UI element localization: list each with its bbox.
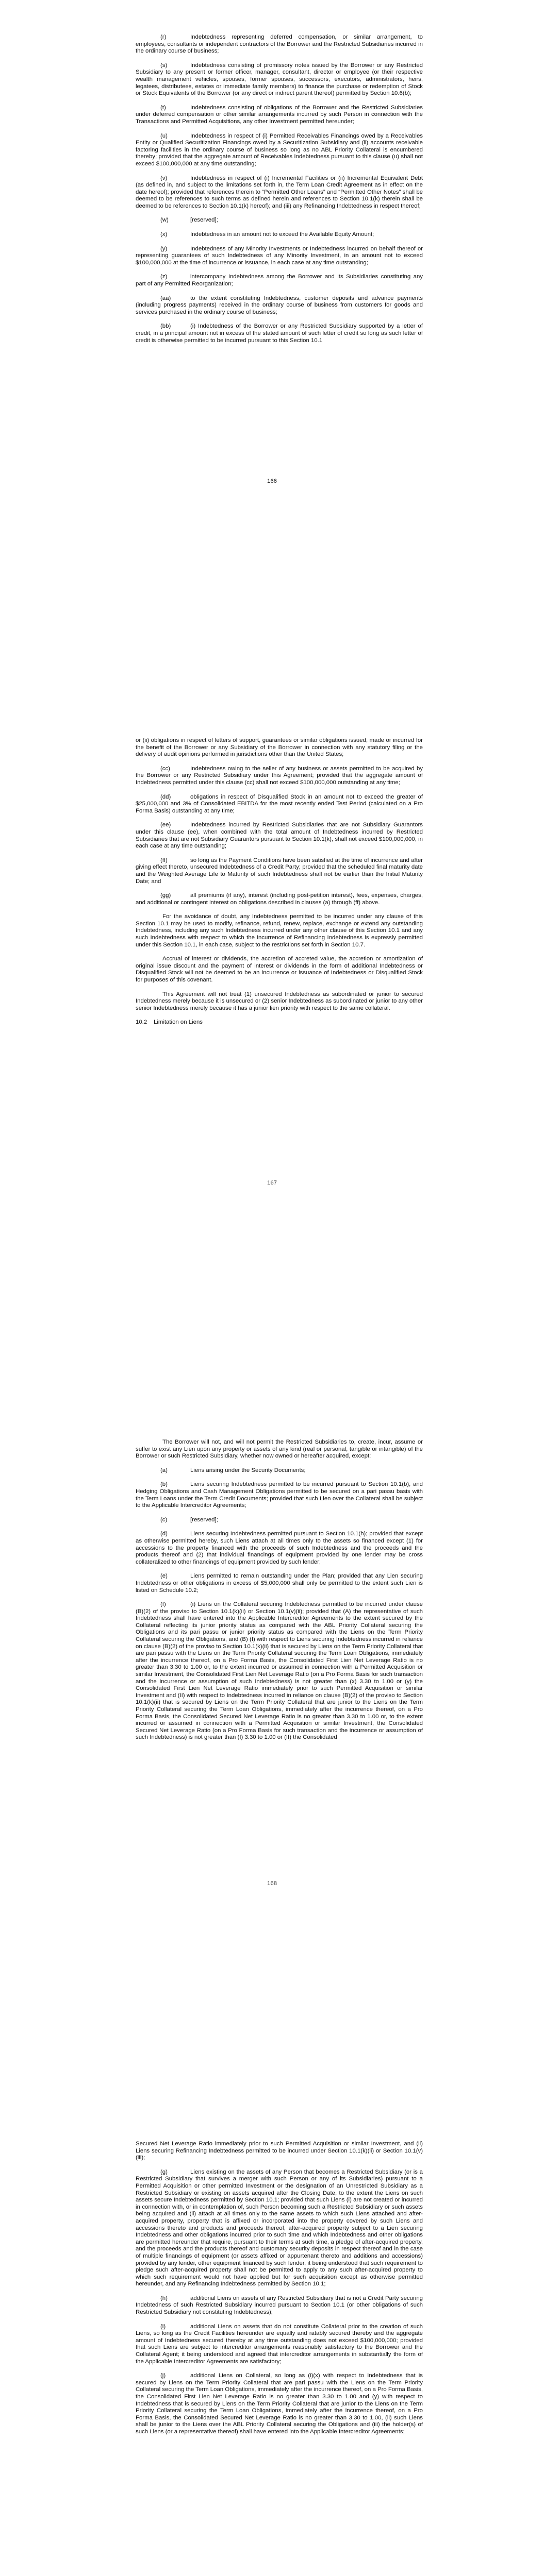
paragraph: The Borrower will not, and will not permit the Restricted Subsidiaries to, create, incur, assume or suffer to exist any Lien upon any property or assets of any kind (real or personal, tangible or intangible) of the Borrower or such Restricted Subsidiary, whether now owned or hereafter acquired, except: bbox=[136, 1439, 423, 1460]
clause-h: (h) additional Liens on assets of any Restricted Subsidiary that is not a Credit Party securing Indebtedness of such Restricted Subsidiary incurred pursuant to Section 10.1 (or other obligations of such Restricted Subsidiary not constituting Indebtedness); bbox=[136, 2295, 423, 2316]
page-body bbox=[136, 2141, 423, 2443]
clause-r: (r) Indebtedness representing deferred compensation, or similar arrangement, to employees, consultants or independent contractors of the Borrower and the Restricted Subsidiaries incurred in the ordinary course of business; bbox=[136, 34, 423, 55]
clause-c: (c) [reserved]; bbox=[160, 1516, 218, 1523]
page-number: 168 bbox=[267, 1880, 277, 1887]
clause-i: (i) additional Liens on assets that do not constitute Collateral prior to the creation of such Liens, so long as the Credit Facilities hereunder are equally and ratably secured thereby and the aggregate amount of Indebtedness secured thereby at any time outstanding does not exceed $100,000,000; provided that such Liens are subject to intercreditor arrangements reasonably satisfactory to the Borrower and the Collateral Agent; it being understood and agreed that intercreditor arrangements in substantially the form of the Applicable Intercreditor Agreements are satisfactory; bbox=[136, 2323, 423, 2365]
continued-paragraph: Secured Net Leverage Ratio immediately prior to such Permitted Acquisition or similar Investment, and (ii) Liens securing Refinancing Indebtedness permitted to be incurred under Section 10.1(k)(ii) or Section 10.1(v)(iii); bbox=[136, 2141, 423, 2161]
clause-e: (e) Liens permitted to remain outstanding under the Plan; provided that any Lien securing Indebtedness or other obligations in excess of $5,000,000 shall only be permitted to the extent such Lien is listed on Schedule 10.2; bbox=[136, 1573, 423, 1594]
page-169 bbox=[0, 2110, 544, 2576]
clause-cc: (cc) Indebtedness owing to the seller of any business or assets permitted to be acquired by the Borrower or any Restricted Subsidiary under this Agreement; provided that the aggregate amount of Indebtedness permitted under this clause (cc) shall not exceed $100,000,000 outstanding at any time; bbox=[136, 765, 423, 786]
page-body bbox=[136, 34, 423, 351]
page-166 bbox=[0, 0, 544, 703]
clause-d: (d) Liens securing Indebtedness permitted pursuant to Section 10.1(h); provided that except as otherwise permitted hereby, such Liens attach at all times only to the assets so financed except (1) for accessions to the property financed with the proceeds of such Indebtedness and the proceeds and the products thereof and (2) that individual financings of equipment provided by one lender may be cross collateralized to other financings of equipment provided by such lender; bbox=[136, 1531, 423, 1565]
clause-w: (w) [reserved]; bbox=[160, 217, 218, 224]
paragraph: For the avoidance of doubt, any Indebtedness permitted to be incurred under any clause of this Section 10.1 may be used to modify, refinance, refund, renew, replace, exchange or extend any outstanding Indebtedness, including any such Indebtedness incurred under any other clause of this Section 10.1 and any such Indebtedness with respect to which the incurrence of Refinancing Indebtedness is expressly permitted under this Section 10.1, in each case, subject to the restrictions set forth in Section 10.7. bbox=[136, 913, 423, 948]
clause-dd: (dd) obligations in respect of Disqualified Stock in an amount not to exceed the greater of $25,000,000 and 3% of Consolidated EBITDA for the most recently ended Test Period (calculated on a Pro Forma Basis) outstanding at any time; bbox=[136, 793, 423, 814]
clause-v: (v) Indebtedness in respect of (i) Incremental Facilities or (ii) Incremental Equivalent Debt (as defined in, and subject to the limitations set forth in, the Term Loan Credit Agreement as in effect on the date hereof); provided that references therein to “Permitted Other Loans” and “Permitted Other Notes” shall be deemed to be references to such terms as defined herein and references to Section 10.1(k) therein shall be deemed to be references to Section 10.1(k) hereof); and (iii) any Refinancing Indebtedness in respect thereof; bbox=[136, 175, 423, 209]
clause-y: (y) Indebtedness of any Minority Investments or Indebtedness incurred on behalf thereof or representing guarantees of such Indebtedness of any Minority Investment, in an amount not to exceed $100,000,000 at the time of incurrence or issuance, in each case at any time outstanding; bbox=[136, 245, 423, 266]
clause-t: (t) Indebtedness consisting of obligations of the Borrower and the Restricted Subsidiaries under deferred compensation or other similar arrangements incurred by such Person in connection with the Transactions and Permitted Acquisitions, any other Investment permitted hereunder; bbox=[136, 104, 423, 125]
page-168 bbox=[0, 1406, 544, 2110]
clause-j: (j) additional Liens on Collateral, so long as (i)(x) with respect to Indebtedness that is secured by Liens on the Term Priority Collateral that are pari passu with the Liens on the Term Priority Collateral securing the Term Loan Obligations, immediately after the incurrence thereof, on a Pro Forma Basis, the Consolidated First Lien Net Leverage Ratio is no greater than 3.30 to 1.00 and (y) with respect to Indebtedness that is secured by Liens on the Term Priority Collateral that are junior to the Liens on the Term Priority Collateral securing the Term Loan Obligations, immediately after the incurrence thereof, on a Pro Forma Basis, the Consolidated Secured Net Leverage Ratio is no greater than 3.30 to 1.00, (ii) such Liens shall be junior to the Liens over the ABL Priority Collateral securing the Obligations and (iii) the holder(s) of such Liens (or a representative thereof) shall have entered into the Applicable Intercreditor Agreements; bbox=[136, 2372, 423, 2435]
clause-b: (b) Liens securing Indebtedness permitted to be incurred pursuant to Section 10.1(b), and Hedging Obligations and Cash Management Obligations permitted to be secured on a pari passu basis with the Term Loans under the Term Credit Documents; provided that such Lien over the Collateral shall be subject to the Applicable Intercreditor Agreements; bbox=[136, 1481, 423, 1509]
page-body bbox=[136, 737, 423, 1033]
page-167 bbox=[0, 703, 544, 1406]
continued-paragraph: or (ii) obligations in respect of letters of support, guarantees or similar obligations issued, made or incurred for the benefit of the Borrower or any Subsidiary of the Borrower in connection with any statutory filing or the delivery of audit opinions performed in jurisdictions other than the United States; bbox=[136, 737, 423, 758]
page-number: 166 bbox=[267, 478, 277, 484]
section-title: Limitation on Liens bbox=[154, 1019, 203, 1026]
clause-f: (f) (i) Liens on the Collateral securing Indebtedness permitted to be incurred under clause (B)(2) of the proviso to Section 10.1(k)(ii) or Section 10.1(v)(ii); provided that (A) the representative of such Indebtedness shall have entered into the Applicable Intercreditor Agreements to the extent secured by the Collateral reflecting its junior priority status as compared with the ABL Priority Collateral securing the Obligations and its pari passu or junior priority status as compared with the Liens on the Term Priority Collateral securing the Obligations, and (B) (I) with respect to Liens securing Indebtedness incurred in reliance on clause (B)(2) of the proviso to Section 10.1(k)(ii) that is secured by Liens on the Term Priority Collateral that are pari passu with the Liens on the Term Priority Collateral securing the Term Loan Obligations, immediately after the incurrence thereof, on a Pro Forma Basis, the Consolidated First Lien Net Leverage Ratio is no greater than 3.30 to 1.00 or, to the extent incurred or assumed in connection with a Permitted Acquisition or similar Investment, the Consolidated First Lien Net Leverage Ratio (on a Pro Forma Basis for such transaction and the incurrence or assumption of such Indebtedness) is not greater than (x) 3.30 to 1.00 or (y) the Consolidated First Lien Net Leverage Ratio immediately prior to such Permitted Acquisition or similar Investment and (II) with respect to Indebtedness incurred in reliance on clause (B)(2) of the proviso to Section 10.1(k)(ii) that is secured by Liens on the Term Priority Collateral that are junior to the Liens on the Term Priority Collateral securing the Term Loan Obligations, immediately after the incurrence thereof, on a Pro Forma Basis, the Consolidated Secured Net Leverage Ratio is no greater than 3.30 to 1.00 or, to the extent incurred or assumed in connection with a Permitted Acquisition or similar Investment, the Consolidated Secured Net Leverage Ratio (on a Pro Forma Basis for such transaction and the incurrence or assumption of such Indebtedness) is not greater than (I) 3.30 to 1.00 or (II) the Consolidated bbox=[136, 1601, 423, 1741]
clause-z: (z) intercompany Indebtedness among the Borrower and its Subsidiaries constituting any part of any Permitted Reorganization; bbox=[136, 274, 423, 287]
clause-gg: (gg) all premiums (if any), interest (including post-petition interest), fees, expenses, charges, and additional or contingent interest on obligations described in clauses (a) through (ff) above. bbox=[136, 892, 423, 906]
clause-s: (s) Indebtedness consisting of promissory notes issued by the Borrower or any Restricted Subsidiary to any present or former officer, manager, consultant, director or employee (or their respective wealth management vehicles, spouses, former spouses, successors, executors, administrators, heirs, legatees, distributees, estates or immediate family members) to finance the purchase or redemption of Stock or Stock Equivalents of the Borrower (or any direct or indirect parent thereof) permitted by Section 10.6(b); bbox=[136, 62, 423, 97]
clause-g: (g) Liens existing on the assets of any Person that becomes a Restricted Subsidiary (or is a Restricted Subsidiary that survives a merger with such Person or any of its Subsidiaries) pursuant to a Permitted Acquisition or other permitted Investment or the designation of an Unrestricted Subsidiary as a Restricted Subsidiary or existing on assets acquired after the Closing Date, to the extent the Liens on such assets secure Indebtedness permitted by Section 10.1; provided that such Liens (i) are not created or incurred in connection with, or in contemplation of, such Person becoming such a Restricted Subsidiary or such assets being acquired and (ii) attach at all times only to the same assets to which such Liens attached and after-acquired property, property that is affixed or incorporated into the property covered by such Liens and accessions thereto and products and proceeds thereof, after-acquired property subject to a Lien securing Indebtedness and other obligations incurred prior to such time and which Indebtedness and other obligations are permitted hereunder that require, pursuant to their terms at such time, a pledge of after-acquired property, and the proceeds and the products thereof and customary security deposits in respect thereof and in the case of multiple financings of equipment (or assets affixed or appurtenant thereto and additions and accessions) provided by any lender, other equipment financed by such lender, it being understood that such requirement to pledge such after-acquired property shall not be permitted to apply to any such after-acquired property to which such requirement would not have applied but for such acquisition except as otherwise permitted hereunder, and any Refinancing Indebtedness permitted by Section 10.1; bbox=[136, 2168, 423, 2287]
clause-u: (u) Indebtedness in respect of (i) Permitted Receivables Financings owed by a Receivables Entity or Qualified Securitization Financings owed by a Securitization Subsidiary and (ii) accounts receivable factoring facilities in the ordinary course of business so long as no ABL Priority Collateral is encumbered thereby; provided that the aggregate amount of Receivables Indebtedness pursuant to this clause (u) shall not exceed $100,000,000 at any time outstanding; bbox=[136, 132, 423, 167]
section-heading bbox=[136, 1019, 423, 1026]
section-number: 10.2 bbox=[136, 1019, 147, 1026]
clause-aa: (aa) to the extent constituting Indebtedness, customer deposits and advance payments (including progress payments) received in the ordinary course of business from customers for goods and services purchased in the ordinary course of business; bbox=[136, 295, 423, 315]
page-body bbox=[136, 1439, 423, 1749]
paragraph: Accrual of interest or dividends, the accretion of accreted value, the accretion or amortization of original issue discount and the payment of interest or dividends in the form of additional Indebtedness or Disqualified Stock will not be deemed to be an incurrence or issuance of Indebtedness or Disqualified Stock for purposes of this covenant. bbox=[136, 956, 423, 984]
clause-a: (a) Liens arising under the Security Documents; bbox=[160, 1467, 306, 1473]
clause-ee: (ee) Indebtedness incurred by Restricted Subsidiaries that are not Subsidiary Guarantors under this clause (ee), when combined with the total amount of Indebtedness incurred by Restricted Subsidiaries that are not Subsidiary Guarantors pursuant to Section 10.1(k), shall not exceed $100,000,000, in each case at any time outstanding; bbox=[136, 822, 423, 850]
clause-bb: (bb) (i) Indebtedness of the Borrower or any Restricted Subsidiary supported by a letter of credit, in a principal amount not in excess of the stated amount of such letter of credit so long as such letter of credit is otherwise permitted to be incurred pursuant to this Section 10.1 bbox=[136, 323, 423, 344]
clause-x: (x) Indebtedness in an amount not to exceed the Available Equity Amount; bbox=[160, 231, 374, 238]
page-number: 167 bbox=[267, 1180, 277, 1186]
paragraph: This Agreement will not treat (1) unsecured Indebtedness as subordinated or junior to secured Indebtedness merely because it is unsecured or (2) senior Indebtedness as subordinated or junior to any other senior Indebtedness merely because it has a junior lien priority with respect to the same collateral. bbox=[136, 991, 423, 1011]
clause-ff: (ff) so long as the Payment Conditions have been satisfied at the time of incurrence and after giving effect thereto, unsecured Indebtedness of a Credit Party; provided that the scheduled final maturity date and the Weighted Average Life to Maturity of such Indebtedness shall not be earlier than the Initial Maturity Date; and bbox=[136, 857, 423, 885]
